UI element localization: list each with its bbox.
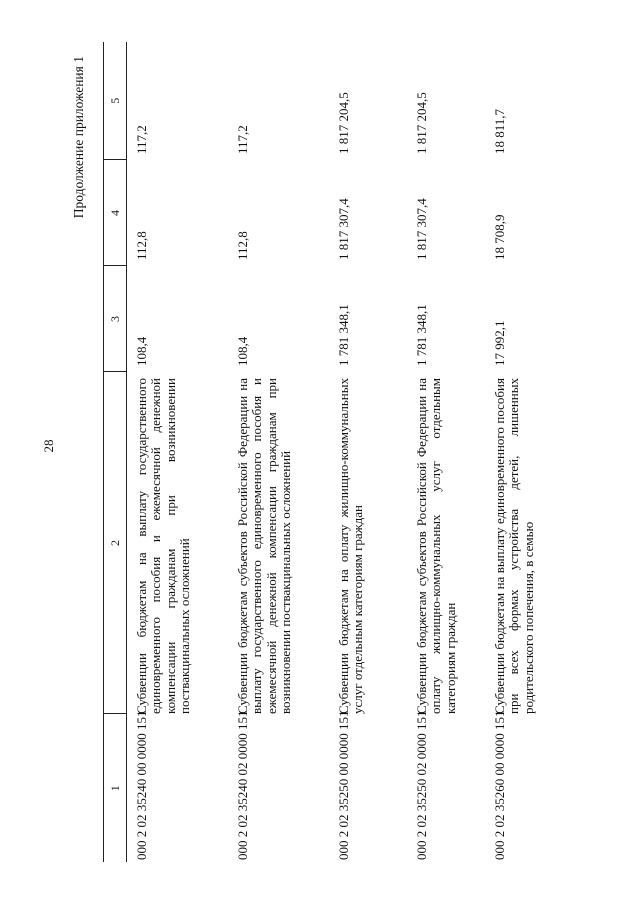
value-col5: 1 817 204,5 — [414, 92, 429, 154]
value-col3: 17 992,1 — [492, 320, 507, 366]
value-col5: 117,2 — [235, 125, 250, 154]
page-number: 28 — [41, 439, 56, 453]
value-col4: 112,8 — [134, 231, 149, 260]
description: Субвенции бюджетам на выплату государственного единовременного пособия и ежемесячной денежной компенсации гражданам при возникновении поствакцинальных осложнений — [134, 378, 193, 714]
budget-code: 000 2 02 35240 00 0000 151 — [134, 710, 149, 860]
description: Субвенции бюджетам субъектов Российской Федерации на выплату государственного единовременного пособия и ежемесячной денежной компенсации гражданам при возникновении поствакцинальных осложнений — [235, 378, 294, 714]
value-col5: 117,2 — [134, 125, 149, 154]
value-col5: 1 817 204,5 — [336, 92, 351, 154]
header-row — [104, 42, 127, 862]
value-col3: 1 781 348,1 — [414, 304, 429, 366]
col-header-2: 2 — [104, 372, 127, 714]
description: Субвенции бюджетам субъектов Российской Федерации на оплату жилищно-коммунальных услуг отдельным категориям граждан — [414, 378, 458, 714]
value-col4: 1 817 307,4 — [336, 198, 351, 260]
col-header-5: 5 — [104, 42, 127, 160]
budget-code: 000 2 02 35240 02 0000 151 — [235, 710, 250, 860]
value-col4: 112,8 — [235, 231, 250, 260]
col-header-4: 4 — [104, 160, 127, 266]
table-row — [127, 42, 229, 862]
rotated-document — [65, 42, 575, 862]
value-col4: 18 708,9 — [492, 214, 507, 260]
col-header-1: 1 — [104, 714, 127, 862]
value-col5: 18 811,7 — [492, 108, 507, 154]
budget-code: 000 2 02 35250 02 0000 151 — [414, 710, 429, 860]
col-header-3: 3 — [104, 266, 127, 372]
budget-table — [103, 42, 573, 862]
table-row — [407, 42, 485, 862]
value-col3: 108,4 — [134, 336, 149, 366]
table-row — [329, 42, 407, 862]
description: Субвенции бюджетам на выплату единовременного пособия при всех формах устройства детей, лишенных родительского попечения, в семью — [492, 378, 536, 714]
value-col4: 1 817 307,4 — [414, 198, 429, 260]
description: Субвенции бюджетам на оплату жилищно-коммунальных услуг отдельным категориям граждан — [336, 378, 366, 714]
value-col3: 1 781 348,1 — [336, 304, 351, 366]
value-col3: 108,4 — [235, 336, 250, 366]
budget-code: 000 2 02 35260 00 0000 151 — [492, 710, 507, 860]
table-row — [228, 42, 329, 862]
appendix-caption: Продолжение приложения 1 — [71, 56, 86, 219]
table-row — [485, 42, 573, 862]
budget-code: 000 2 02 35250 00 0000 151 — [336, 710, 351, 860]
